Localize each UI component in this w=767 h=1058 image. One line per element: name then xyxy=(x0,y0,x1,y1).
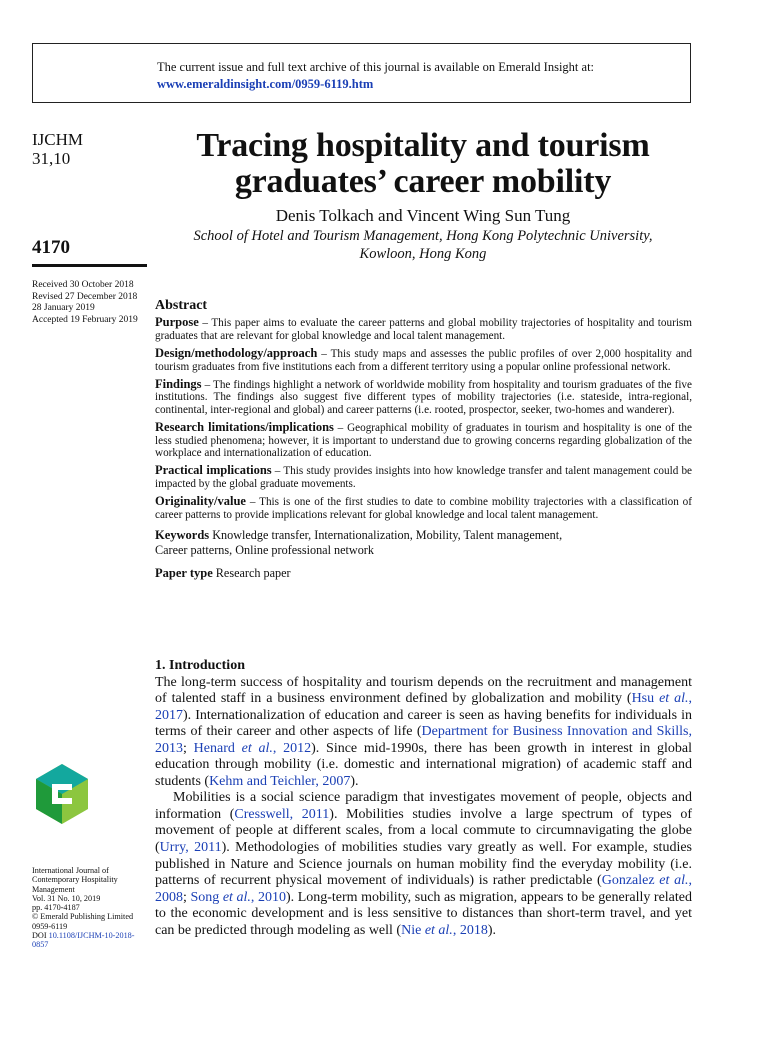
cite-part: et al. xyxy=(659,691,689,707)
title-line-2: graduates’ career mobility xyxy=(234,163,612,200)
abstract-limitations xyxy=(155,421,692,459)
date-revised-2: 28 January 2019 xyxy=(32,303,95,313)
findings-label: Findings xyxy=(155,377,202,392)
abstract-section xyxy=(155,300,692,580)
introduction-section xyxy=(155,658,692,939)
originality-text: – This is one of the first studies to date to combine mobility trajectories with a classification of career patterns to provide implications relevant for global knowledge and local talent management. xyxy=(155,496,692,521)
journal-info-line: © Emerald Publishing Limited xyxy=(32,912,134,922)
design-label: Design/methodology/approach xyxy=(155,346,318,361)
journal-info xyxy=(32,866,150,950)
text-run: ; xyxy=(183,740,194,756)
journal-info-line: Management xyxy=(32,884,75,894)
citation-link[interactable]: Department for Business Innovation and Skills, 2013 xyxy=(155,724,692,756)
abstract-originality xyxy=(155,495,692,521)
text-run: ; xyxy=(183,889,191,905)
cite-part: , 2017 xyxy=(155,691,692,723)
journal-url-link[interactable]: www.emeraldinsight.com/0959-6119.htm xyxy=(157,77,374,91)
doi-label: DOI xyxy=(32,931,47,941)
text-run: The long-term success of hospitality and tourism depends on the recruitment and management of talented staff in a business environment defined by globalization and mobility ( xyxy=(155,674,692,707)
practical-text: – This study provides insights into how knowledge transfer and talent management could be impacted by the global graduate movements. xyxy=(155,465,692,490)
paper-type-label: Paper type xyxy=(155,566,213,581)
doi-line xyxy=(32,931,150,950)
cite-part: , 2018 xyxy=(452,922,488,938)
page-number: 4170 xyxy=(32,237,70,258)
originality-label: Originality/value xyxy=(155,494,246,509)
volume-issue: 31,10 xyxy=(32,149,71,168)
cite-part: Gonzalez xyxy=(601,873,660,889)
cite-part: , 2012 xyxy=(272,740,312,756)
keywords-line-2: Career patterns, Online professional network xyxy=(155,543,374,558)
cite-part: Nie xyxy=(401,922,425,938)
text-run: ). Long-term mobility, such as migration, appears to be generally related to the economic development and is less sensitive to distances than short-term travel, and yet can be predicted through modeling as well ( xyxy=(155,889,693,938)
journal-info-line: Vol. 31 No. 10, 2019 xyxy=(32,893,101,903)
date-accepted: Accepted 19 February 2019 xyxy=(32,314,138,325)
citation-link[interactable] xyxy=(190,890,286,905)
citation-link[interactable] xyxy=(194,741,311,756)
abstract-purpose xyxy=(155,316,692,342)
paper-type xyxy=(155,567,692,579)
practical-label: Practical implications xyxy=(155,463,272,478)
text-run: ). Mobilities studies involve a large spectrum of types of movement of people at different scales, from a local commute to circumnavigating the globe ( xyxy=(155,806,692,856)
cite-part: , 2008 xyxy=(155,873,692,905)
date-revised: Revised 27 December 2018 xyxy=(32,291,138,302)
text-run: ). xyxy=(350,773,359,789)
journal-notice-box xyxy=(32,43,691,103)
keywords-line-1: Knowledge transfer, Internationalization, Mobility, Talent management, xyxy=(209,528,563,543)
abstract-design xyxy=(155,347,692,373)
journal-info-line: pp. 4170-4187 xyxy=(32,903,80,913)
citation-link[interactable]: Urry, 2011 xyxy=(159,840,222,856)
text-run: ). Methodologies of mobilities studies vary greatly as well. For example, studies published in Nature and Science journals on human mobility find the everyday mobility (i.e. patterns of recurrent physical movement of individuals) is rather predictable ( xyxy=(155,840,692,889)
citation-link[interactable]: Kehm and Teichler, 2007 xyxy=(209,773,351,789)
keywords xyxy=(155,528,692,558)
abstract-findings xyxy=(155,378,692,416)
findings-text: – The findings highlight a network of worldwide mobility from hospitality and tourism graduates of the five institutions. The findings also suggest five different types of mobility trajectories (i.e. stateside, intra-regional, continental, inter-regional and global) and career patterns (i.e. rooted, prospector, seeker, two-homes and wanderer). xyxy=(155,379,692,416)
journal-info-line: 0959-6119 xyxy=(32,921,68,931)
cite-part: Henard xyxy=(193,740,242,756)
introduction-heading: 1. Introduction xyxy=(155,658,245,673)
journal-info-line: International Journal of xyxy=(32,866,109,875)
purpose-label: Purpose xyxy=(155,315,199,330)
affiliation-line-1: School of Hotel and Tourism Management, Hong Kong Polytechnic University, xyxy=(193,228,653,244)
citation-link[interactable]: Cresswell, 2011 xyxy=(234,806,330,822)
author-affiliation xyxy=(155,227,691,263)
design-text: – This study maps and assesses the public profiles of over 2,000 hospitality and tourism graduates from five institutions each from a different territory using a popular online professional network. xyxy=(155,348,692,373)
journal-abbrev: IJCHM xyxy=(32,130,84,149)
article-authors: Denis Tolkach and Vincent Wing Sun Tung xyxy=(275,206,571,225)
text-run: Mobilities is a social science paradigm that investigates movement of people, objects and information ( xyxy=(155,790,692,822)
cite-part: , 2010 xyxy=(250,889,286,905)
affiliation-line-2: Kowloon, Hong Kong xyxy=(359,246,487,262)
cite-part: Hsu xyxy=(631,691,660,707)
cite-part: Song xyxy=(190,889,223,905)
abstract-heading: Abstract xyxy=(155,298,208,313)
abstract-practical xyxy=(155,464,692,490)
article-dates xyxy=(32,280,150,326)
paper-type-value: Research paper xyxy=(212,566,291,581)
emerald-logo-icon xyxy=(30,762,94,826)
cite-part: et al. xyxy=(241,740,273,756)
sidebar-divider xyxy=(32,264,147,267)
intro-paragraph-1 xyxy=(155,675,692,791)
journal-info-line: Contemporary Hospitality xyxy=(32,875,118,885)
cite-part: et al. xyxy=(222,889,251,905)
limitations-label: Research limitations/implications xyxy=(155,420,334,435)
title-line-1: Tracing hospitality and tourism xyxy=(196,127,650,164)
date-received: Received 30 October 2018 xyxy=(32,280,134,290)
journal-code xyxy=(32,130,83,168)
text-run: ). Since mid-1990s, there has been growth in interest in global education through mobility (i.e. domestic and international migration) of academic staff and students ( xyxy=(155,740,693,789)
limitations-text: – Geographical mobility of graduates in tourism and hospitality is one of the less studied phenomena; however, it is important to understand due to growing concerns regarding globalization of the workplace and internationalization of education. xyxy=(155,422,692,460)
cite-part: et al. xyxy=(424,922,453,938)
notice-text xyxy=(157,59,594,93)
text-run: ). xyxy=(487,922,496,938)
keywords-label: Keywords xyxy=(155,528,210,543)
intro-paragraph-2 xyxy=(155,790,692,939)
purpose-text: – This paper aims to evaluate the career patterns and global mobility trajectories of hospitality and tourism graduates that are relevant for global knowledge and local talent management. xyxy=(155,317,692,342)
cite-part: et al. xyxy=(659,873,689,889)
article-title xyxy=(155,128,691,200)
doi-link[interactable]: 10.1108/IJCHM-10-2018-0857 xyxy=(32,931,135,950)
text-run: ). Internationalization of education and career is seen as having benefits for individuals in terms of their career and other aspects of life ( xyxy=(155,707,692,740)
notice-line: The current issue and full text archive of this journal is available on Emerald Insight at: xyxy=(157,60,595,74)
citation-link[interactable] xyxy=(401,923,488,938)
